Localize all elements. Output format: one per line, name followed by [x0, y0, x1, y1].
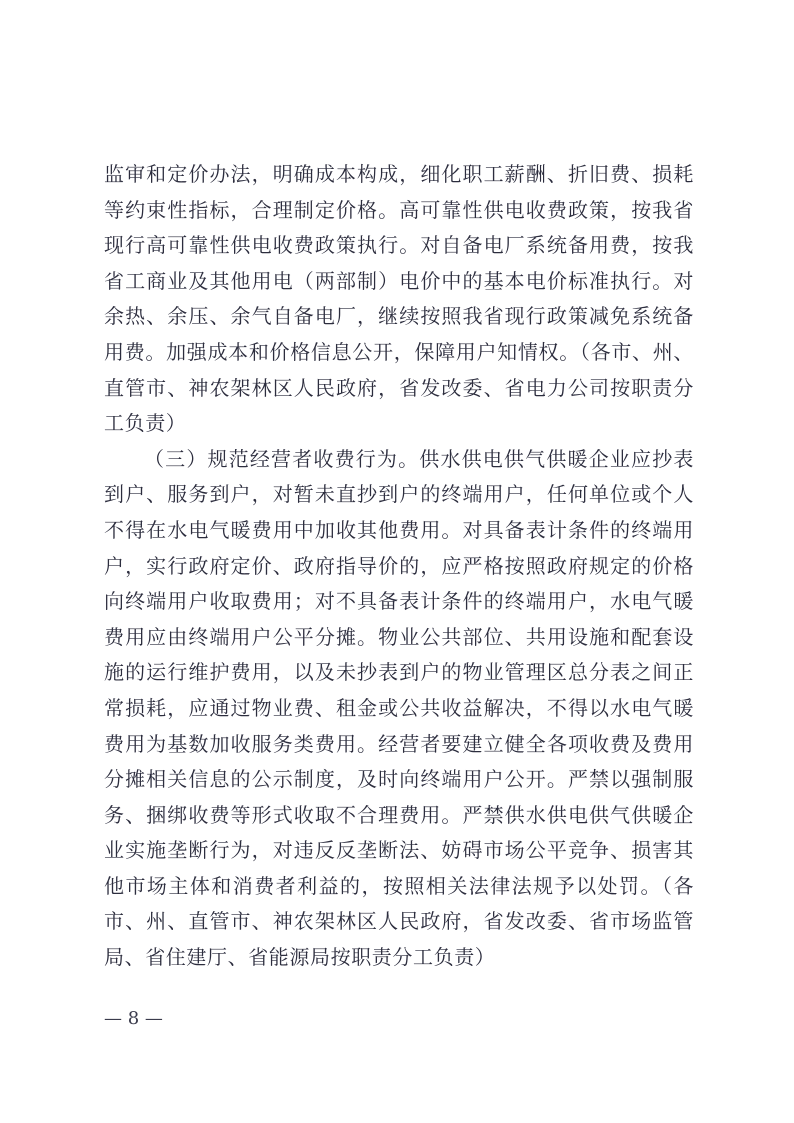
paragraph-section-three: （三）规范经营者收费行为。供水供电供气供暖企业应抄表到户、服务到户，对暂未直抄到户的终端用户，任何单位或个人不得在水电气暖费用中加收其他费用。对具备表计条件的终端用户，实行政府定价、政府指导价的，应严格按照政府规定的价格向终端用户收取费用；对不具备表计条件的终端用户，水电气暖费用应由终端用户公平分摊。物业公共部位、共用设施和配套设施的运行维护费用，以及未抄表到户的物业管理区总分表之间正常损耗，应通过物业费、租金或公共收益解决，不得以水电气暖费用为基数加收服务类费用。经营者要建立健全各项收费及费用分摊相关信息的公示制度，及时向终端用户公开。严禁以强制服务、捆绑收费等形式收取不合理费用。严禁供水供电供气供暖企业实施垄断行为，对违反反垄断法、妨碍市场公平竞争、损害其他市场主体和消费者利益的，按照相关法律法规予以处罚。（各市、州、直管市、神农架林区人民政府，省发改委、省市场监管局、省住建厅、省能源局按职责分工负责）	[104, 446, 694, 970]
body-text	[104, 157, 694, 976]
page-number: — 8 —	[104, 1008, 163, 1029]
paragraph-continuation: 监审和定价办法，明确成本构成，细化职工薪酬、折旧费、损耗等约束性指标，合理制定价格。高可靠性供电收费政策，按我省现行高可靠性供电收费政策执行。对自备电厂系统备用费，按我省工商业及其他用电（两部制）电价中的基本电价标准执行。对余热、余压、余气自备电厂，继续按照我省现行政策减免系统备用费。加强成本和价格信息公开，保障用户知情权。（各市、州、直管市、神农架林区人民政府，省发改委、省电力公司按职责分工负责）	[104, 162, 694, 436]
